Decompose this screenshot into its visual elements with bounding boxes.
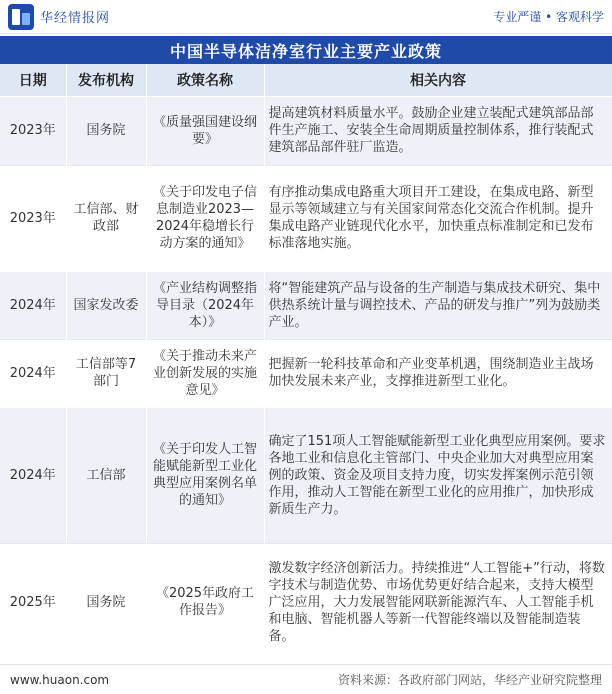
column-header-content: 相关内容 — [264, 64, 612, 96]
table-row — [0, 271, 612, 339]
cell-org: 工信部等7部门 — [66, 339, 146, 407]
cell-org: 国务院 — [66, 543, 146, 661]
cell-content: 激发数字经济创新活力。持续推进“人工智能+”行动，将数字技术与制造优势、市场优势更好结合起来，支持大模型广泛应用，大力发展智能网联新能源汽车、人工智能手机和电脑、智能机器人等新一代智能终端以及智能制造装备。 — [264, 543, 612, 661]
footer-url: www.huaon.com — [10, 672, 110, 687]
table-row — [0, 96, 612, 165]
table-row — [0, 165, 612, 271]
cell-policy-name: 《关于印发人工智能赋能新型工业化典型应用案例名单的通知》 — [146, 407, 264, 543]
brand — [8, 4, 110, 30]
cell-content: 将“智能建筑产品与设备的生产制造与集成技术研究、集中供热系统计量与调控技术、产品的研发与推广”列为鼓励类产业。 — [264, 271, 612, 339]
footer-source: 资料来源：各政府部门网站，华经产业研究院整理 — [337, 673, 602, 687]
table-row — [0, 339, 612, 407]
table-header-row — [0, 64, 612, 96]
column-header-date: 日期 — [0, 64, 66, 96]
cell-date: 2024年 — [0, 339, 66, 407]
cell-content: 提高建筑材料质量水平。鼓励企业建立装配式建筑部品部件生产施工、安装全生命周期质量控制体系，推行装配式建筑部品部件驻厂监造。 — [264, 96, 612, 165]
cell-content: 确定了151项人工智能赋能新型工业化典型应用案例。要求各地工业和信息化主管部门、中央企业加大对典型应用案例的政策、资金及项目支持力度，切实发挥案例示范引领作用，推动人工智能在新型工业化的应用推广，加快形成新质生产力。 — [264, 407, 612, 543]
cell-policy-name: 《产业结构调整指导目录（2024年本）》 — [146, 271, 264, 339]
cell-content: 把握新一轮科技革命和产业变革机遇，围绕制造业主战场加快发展未来产业，支撑推进新型工业化。 — [264, 339, 612, 407]
cell-org: 工信部、财政部 — [66, 165, 146, 271]
policy-table — [0, 64, 612, 661]
column-header-org: 发布机构 — [66, 64, 146, 96]
cell-org: 国家发改委 — [66, 271, 146, 339]
cell-org: 国务院 — [66, 96, 146, 165]
column-header-name: 政策名称 — [146, 64, 264, 96]
cell-content: 有序推动集成电路重大项目开工建设，在集成电路、新型显示等领域建立与有关国家间常态化交流合作机制。提升集成电路产业链现代化水平，加快重点标准制定和已发布标准落地实施。 — [264, 165, 612, 271]
slogan: 专业严谨 • 客观科学 — [493, 10, 604, 24]
page-title: 中国半导体洁净室行业主要产业政策 — [0, 36, 612, 64]
cell-date: 2023年 — [0, 96, 66, 165]
top-header — [0, 0, 612, 34]
cell-policy-name: 《关于印发电子信息制造业2023—2024年稳增长行动方案的通知》 — [146, 165, 264, 271]
cell-date: 2024年 — [0, 271, 66, 339]
cell-policy-name: 《关于推动未来产业创新发展的实施意见》 — [146, 339, 264, 407]
cell-org: 工信部 — [66, 407, 146, 543]
cell-date: 2024年 — [0, 407, 66, 543]
table-row — [0, 543, 612, 661]
cell-date: 2023年 — [0, 165, 66, 271]
huajing-logo-icon — [8, 4, 34, 30]
brand-name: 华经情报网 — [40, 11, 111, 26]
footer — [0, 664, 612, 694]
cell-policy-name: 《质量强国建设纲要》 — [146, 96, 264, 165]
table-row — [0, 407, 612, 543]
cell-date: 2025年 — [0, 543, 66, 661]
cell-policy-name: 《2025年政府工作报告》 — [146, 543, 264, 661]
